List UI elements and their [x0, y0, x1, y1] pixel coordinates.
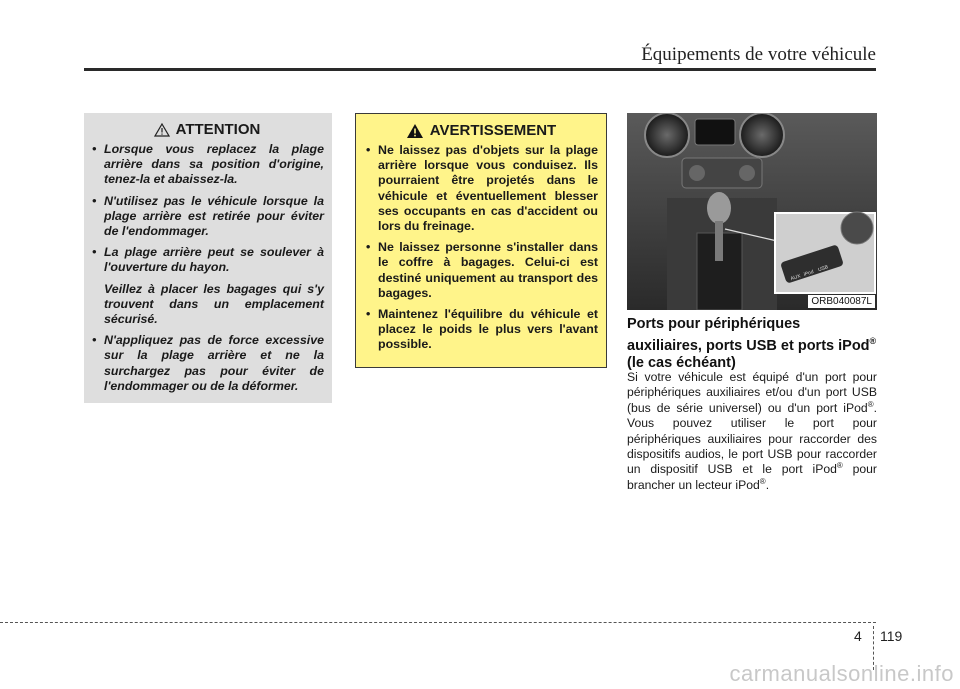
- caution-outline-icon: [154, 123, 170, 137]
- attention-item: • La plage arrière peut se soulever à l'ouverture du hayon. Veillez à placer les bagages qui s'y trouvent dans un emplacement sécurisé.: [92, 245, 324, 327]
- page-number: 119: [880, 628, 903, 644]
- warning-item: • Maintenez l'équilibre du véhicule et placez le poids le plus vers l'avant possible.: [366, 307, 598, 352]
- warning-item: • Ne laissez personne s'installer dans le coffre à bagages. Celui-ci est destiné uniquement au transport des bagages.: [366, 240, 598, 300]
- console-illustration: [627, 113, 877, 310]
- port-label-ipod: iPod: [803, 269, 815, 278]
- header-rule: [84, 68, 876, 71]
- attention-box: [84, 113, 332, 403]
- attention-item: • N'appliquez pas de force excessive sur la plage arrière et ne la surchargez pas pour éviter de l'endommager ou de la déformer.: [92, 333, 324, 393]
- warning-box: [355, 113, 607, 368]
- photo-reference-code: ORB040087L: [808, 295, 875, 308]
- warning-title: [364, 122, 598, 139]
- attention-title-label: ATTENTION: [175, 121, 261, 138]
- section-heading: Ports pour périphériques auxiliaires, ports USB et ports iPod® (le cas échéant): [627, 316, 877, 371]
- warning-title-label: AVERTISSEMENT: [429, 122, 557, 139]
- warning-triangle-icon: [406, 123, 424, 139]
- page-header-title: Équipements de votre véhicule: [641, 44, 876, 65]
- port-label-aux: AUX: [789, 273, 802, 283]
- warning-item: • Ne laissez pas d'objets sur la plage arrière lorsque vous conduisez. Ils pourraient être projetés dans le véhicule et éventuellement blesser ses occupants en cas d'accident ou lors du freinage.: [366, 143, 598, 234]
- attention-title: [90, 121, 324, 138]
- attention-item: • Lorsque vous replacez la plage arrière dans sa position d'origine, tenez-la et abaissez-la.: [92, 142, 324, 187]
- footer-rule: [0, 622, 876, 623]
- section-body: Si votre véhicule est équipé d'un port pour périphériques auxiliaires et/ou d'un port USB (bus de série universel) ou d'un port iPod®. Vous pouvez utiliser le port pour périphériques auxiliaires pour raccorder des dispositifs audios, le port USB pour raccorder un dispositif USB et le port iPod® pour brancher un lecteur iPod®.: [627, 370, 877, 492]
- warning-list: [364, 143, 598, 353]
- attention-item: • N'utilisez pas le véhicule lorsque la plage arrière est retirée pour éviter de l'endommager.: [92, 193, 324, 239]
- attention-list: [90, 142, 324, 394]
- port-label-usb: USB: [817, 264, 829, 274]
- console-ports-photo: [627, 113, 877, 310]
- watermark: carmanualsonline.info: [729, 661, 954, 686]
- attention-item-subparagraph: Veillez à placer les bagages qui s'y trouvent dans un emplacement sécurisé.: [104, 281, 324, 327]
- chapter-number: 4: [854, 628, 862, 644]
